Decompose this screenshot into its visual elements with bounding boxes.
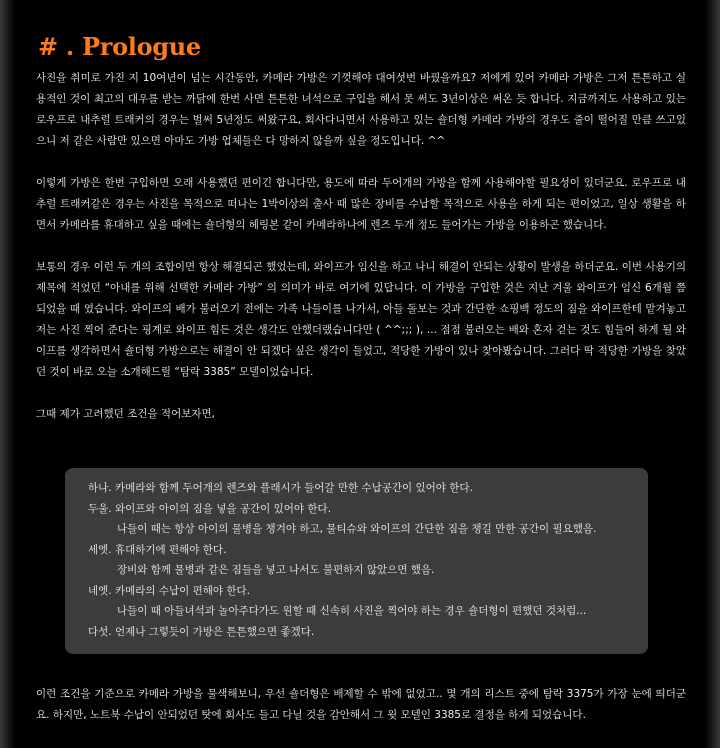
left-border-edge (0, 0, 16, 748)
right-border-edge (704, 0, 720, 748)
condition-detail: 장비와 함께 물병과 같은 짐들을 넣고 나서도 불편하지 않았으면 했음. (117, 564, 435, 576)
condition-item: 다섯. 언제나 그렇듯이 가방은 튼튼했으면 좋겠다. (88, 625, 315, 638)
condition-detail: 나들이 때 아들녀석과 놀아주다가도 원할 때 신속히 사진을 찍어야 하는 경우 숄더형이 편했던 것처럼... (117, 605, 587, 617)
condition-item: 두울. 와이프와 아이의 짐을 넣을 공간이 있어야 한다. (88, 502, 332, 515)
paragraph-intro: 사진을 취미로 가진 지 10여년이 넘는 시간동안, 카메라 가방은 기껏해야 대여섯번 바꿨을까요? 저에게 있어 카메라 가방은 그저 튼튼하고 실용적인 것이 최고의 대우를 받는 까닭에 한번 사면 튼튼한 녀석으로 구입을 해서 못 써도 3년이상은 써온 듯 합니다. 지금까지도 사용하고 있는 로우프로 내추럴 트래커의 경우는 벌써 5년정도 써왔구요, 회사다니면서 사용하고 있는 숄더형 카메라 가방의 경우도 줄이 떨어질 만큼 쓰고있으니 저 같은 사람만 있으면 아마도 가방 업체들은 다 망하지 않을까 싶을 정도입니다. ^^ (36, 72, 686, 147)
condition-detail: 나들이 때는 항상 아이의 물병을 챙겨야 하고, 물티슈와 와이프의 간단한 짐을 챙길 만한 공간이 필요했음. (117, 523, 597, 535)
paragraph-conditions-lead: 그때 제가 고려했던 조건을 적어보자면, (36, 408, 215, 420)
article-body (36, 30, 686, 726)
paragraph-decision: 이런 조건을 기준으로 카메라 가방을 물색해보니, 우선 숄더형은 배제할 수 밖에 없었고.. 몇 개의 리스트 중에 탐락 3375가 가장 눈에 띄더군요. 하지만, 노트북 수납이 안되었던 탓에 회사도 들고 다닐 것을 감안해서 그 윗 모델인 3385로 결정을 하게 되었습니다. (36, 688, 686, 721)
conditions-box (65, 468, 648, 654)
condition-item: 세엣. 휴대하기에 편해야 한다. (88, 543, 227, 556)
condition-item: 하나. 카메라와 함께 두어개의 렌즈와 플래시가 들어갈 만한 수납공간이 있어야 한다. (88, 482, 473, 494)
section-title: # . Prologue (38, 32, 201, 61)
paragraph-motivation: 보통의 경우 이런 두 개의 조합이면 항상 해결되곤 했었는데, 와이프가 임신을 하고 나니 해결이 안되는 상황이 발생을 하더군요. 이번 사용기의 제목에 적었던 “아내를 위해 선택한 카메라 가방” 의 의미가 바로 여기에 있답니다. 이 가방을 구입한 것은 지난 겨울 와이프가 임신 6개월 쯤 되었을 때 였습니다. 와이프의 배가 불러오기 전에는 가족 나들이를 나가서, 아들 돌보는 것과 간단한 쇼핑백 정도의 짐을 와이프한테 맡겨놓고 저는 사진 찍어 준다는 핑계로 와이프 힘든 것은 생각도 안했더랬습니다만 ( ^^;;; ), ... 점점 불러오는 배와 혼자 걷는 것도 힘들어 하게 될 와이프를 생각하면서 숄더형 가방으로는 해결이 안 되겠다 싶은 생각이 들었고, 적당한 가방이 있나 찾아봤습니다. 그러다 딱 적당한 가방을 찾았던 것이 바로 오늘 소개해드릴 “탐락 3385” 모델이었습니다. (36, 261, 686, 378)
paragraph-bag-usage: 이렇게 가방은 한번 구입하면 오래 사용했던 편이긴 합니다만, 용도에 따라 두어개의 가방을 함께 사용해야할 필요성이 있더군요. 로우프로 내추럴 트래커같은 경우는 사진을 목적으로 떠나는 1박이상의 출사 때 많은 장비를 수납할 목적으로 사용을 하게 되는 편이었고, 일상 생활을 하면서 카메라를 휴대하고 싶을 때에는 숄더형의 헤링본 같이 카메라하나에 렌즈 두개 정도 들어가는 가방을 이용하곤 했습니다. (36, 177, 686, 231)
condition-item: 네엣. 카메라의 수납이 편해야 한다. (88, 584, 251, 597)
